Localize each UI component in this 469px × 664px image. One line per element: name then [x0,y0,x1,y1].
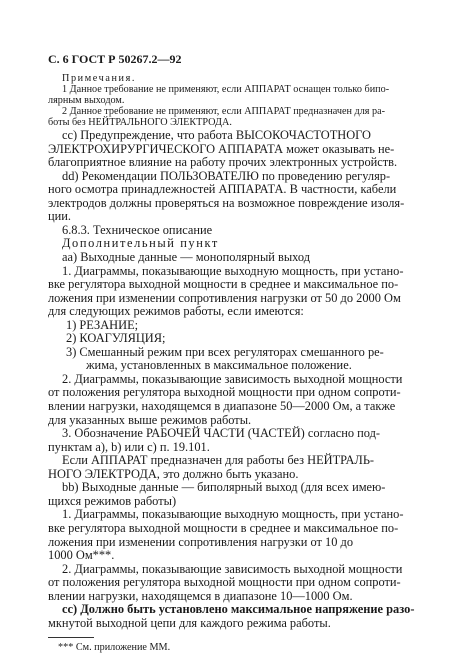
paragraph-line: ЭЛЕКТРОХИРУРГИЧЕСКОГО АППАРАТА может оказывать не- [48,141,395,156]
paragraph-line: 1. Диаграммы, показывающие выходную мощность, при устано- [62,263,404,278]
paragraph-line: 2. Диаграммы, показывающие зависимость выходной мощности [62,371,403,386]
paragraph-line: для следующих режимов работы, если имеются: [48,304,304,319]
paragraph-line: пунктам а), b) или с) п. 19.101. [48,439,210,454]
note-line: 2 Данное требование не применяют, если АППАРАТ предназначен для ра- [62,106,386,117]
footnote: *** См. приложение ММ. [58,642,171,653]
paragraph-line: 1. Диаграммы, показывающие выходную мощность, при устано- [62,507,404,522]
paragraph-line: от положения регулятора выходной мощности при одном сопроти- [48,575,401,590]
paragraph-line: Если АППАРАТ предназначен для работы без НЕЙТРАЛЬ- [62,453,375,468]
paragraph-line: электродов должны проверяться на возможное повреждение изоля- [48,195,405,210]
paragraph-line: 1000 Ом***. [48,548,115,562]
paragraph-line: вке регулятора выходной мощности в среднее и максимальное по- [48,521,399,535]
paragraph-line: вке регулятора выходной мощности в среднее и максимальное по- [48,277,399,292]
paragraph-line: щихся режимов работы) [48,493,177,508]
notes-title: Примечания. [62,73,136,84]
paragraph-line: от положения регулятора выходной мощности при одном сопроти- [48,385,401,400]
list-item: 2) КОАГУЛЯЦИЯ; [66,331,166,346]
page-header: С. 6 ГОСТ Р 50267.2—92 [48,52,182,66]
paragraph-line: 2. Диаграммы, показывающие зависимость выходной мощности [62,561,403,576]
paragraph-line: 3. Обозначение РАБОЧЕЙ ЧАСТИ (ЧАСТЕЙ) согласно под- [62,426,381,441]
list-item: 3) Смешанный режим при всех регуляторах смешанного ре- [66,344,384,359]
list-item: 1) РЕЗАНИЕ; [66,317,139,332]
note-line: 1 Данное требование не применяют, если АППАРАТ оснащен только бипо- [62,84,390,95]
paragraph-line: dd) Рекомендации ПОЛЬЗОВАТЕЛЮ по проведению регуляр- [62,168,391,183]
note-line: лярным выходом. [48,95,125,106]
paragraph-line: аа) Выходные данные — монополярный выход [62,249,311,264]
paragraph-line: ного осмотра принадлежностей АППАРАТА. В частности, кабели [48,182,397,197]
paragraph-line: мкнутой выходной цепи для каждого режима работы. [48,615,331,630]
subsection-heading: Дополнительный пункт [62,236,219,251]
paragraph-line: влении нагрузки, находящемся в диапазоне 10—1000 Ом. [48,588,353,603]
paragraph-line: ции. [48,209,71,224]
paragraph-line: cc) Должно быть установлено максимальное напряжение разо- [62,602,415,617]
paragraph-line: НОГО ЭЛЕКТРОДА, это должно быть указано. [48,466,299,481]
paragraph-line: ложения при изменении сопротивления нагрузки от 10 до [48,534,354,549]
list-item: жима, установленных в максимальное положение. [86,358,352,373]
paragraph-line: для указанных выше режимов работы. [48,412,252,427]
paragraph-line: благоприятное влияние на работу прочих электронных устройств. [48,155,398,170]
note-line: боты без НЕЙТРАЛЬНОГО ЭЛЕКТРОДА. [48,117,232,128]
paragraph-line: bb) Выходные данные — биполярный выход (для всех имею- [62,480,386,495]
paragraph-line: ложения при изменении сопротивления нагрузки от 50 до 2000 Ом [48,290,401,305]
paragraph-line: влении нагрузки, находящемся в диапазоне 50—2000 Ом, а также [48,399,396,413]
section-heading: 6.8.3. Техническое описание [62,222,213,237]
footnote-rule [48,637,94,638]
paragraph-line: cc) Предупреждение, что работа ВЫСОКОЧАСТОТНОГО [62,128,371,142]
